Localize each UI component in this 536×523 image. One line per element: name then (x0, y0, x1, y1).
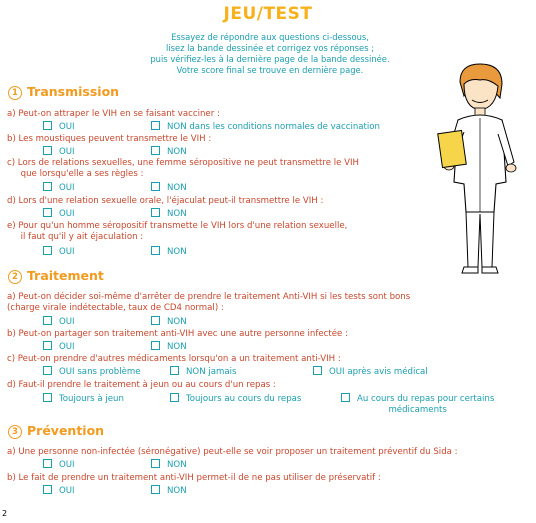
options-transmission-e (0, 246, 536, 258)
section-number-badge: 1 (8, 86, 22, 100)
checkbox-non-jamais[interactable] (170, 366, 237, 378)
option-label: OUI (59, 342, 75, 352)
checkbox-icon[interactable] (43, 246, 52, 255)
checkbox-icon[interactable] (151, 121, 160, 130)
checkbox-icon[interactable] (43, 459, 52, 468)
question-traitement-d: d) Faut-il prendre le traitement à jeun ou au cours d'un repas : (7, 380, 276, 390)
section-title: Prévention (27, 423, 105, 438)
question-line: que lorsqu'elle a ses règles : (7, 169, 144, 179)
intro-line: Votre score final se trouve en dernière page. (176, 65, 364, 75)
checkbox-icon[interactable] (43, 146, 52, 155)
checkbox-non[interactable] (151, 246, 187, 258)
option-label: OUI (59, 209, 75, 219)
intro-line: puis vérifiez-les à la dernière page de la bande dessinée. (150, 54, 390, 64)
checkbox-icon[interactable] (43, 121, 52, 130)
option-label: OUI (59, 486, 75, 496)
checkbox-oui[interactable] (43, 246, 75, 258)
question-traitement-a (7, 292, 410, 314)
question-prevention-a: a) Une personne non-infectée (séronégative) peut-elle se voir proposer un traitement préventif du Sida : (7, 447, 458, 457)
question-line: il faut qu'il y ait éjaculation : (7, 232, 144, 242)
checkbox-repas-certains[interactable] (341, 393, 494, 416)
intro-text (120, 32, 420, 76)
checkbox-icon[interactable] (43, 208, 52, 217)
question-transmission-a: a) Peut-on attraper le VIH en se faisant vacciner : (7, 109, 220, 119)
checkbox-icon[interactable] (170, 366, 179, 375)
options-transmission-d (0, 208, 536, 220)
option-label: OUI (59, 122, 75, 132)
checkbox-oui[interactable] (43, 316, 75, 328)
section-number-badge: 2 (8, 270, 22, 284)
checkbox-oui-sans-probleme[interactable] (43, 366, 141, 378)
option-label: NON (167, 317, 187, 327)
option-label: NON (167, 247, 187, 257)
question-traitement-c: c) Peut-on prendre d'autres médicaments lorsqu'on a un traitement anti-VIH : (7, 354, 341, 364)
option-label: OUI (59, 183, 75, 193)
checkbox-icon[interactable] (43, 182, 52, 191)
question-transmission-d: d) Lors d'une relation sexuelle orale, l'éjaculat peut-il transmettre le VIH : (7, 196, 324, 206)
checkbox-icon[interactable] (313, 366, 322, 375)
question-transmission-e (7, 221, 347, 243)
checkbox-non[interactable] (151, 459, 187, 471)
checkbox-toujours-a-jeun[interactable] (43, 393, 124, 405)
checkbox-toujours-repas[interactable] (170, 393, 301, 405)
options-transmission-a (0, 121, 536, 133)
checkbox-icon[interactable] (43, 393, 52, 402)
checkbox-icon[interactable] (43, 485, 52, 494)
question-traitement-b: b) Peut-on partager son traitement anti-VIH avec une autre personne infectée : (7, 329, 348, 339)
checkbox-non[interactable] (151, 341, 187, 353)
checkbox-icon[interactable] (43, 341, 52, 350)
section-traitement (8, 268, 104, 284)
checkbox-icon[interactable] (151, 316, 160, 325)
checkbox-non[interactable] (151, 182, 187, 194)
option-label: NON jamais (186, 367, 237, 377)
checkbox-icon[interactable] (151, 246, 160, 255)
option-label: OUI (59, 247, 75, 257)
option-label: NON (167, 486, 187, 496)
option-label: OUI (59, 317, 75, 327)
question-transmission-c (7, 158, 359, 180)
option-label: NON (167, 147, 187, 157)
page-title: JEU/TEST (223, 4, 313, 24)
question-prevention-b: b) Le fait de prendre un traitement anti-VIH permet-il de ne pas utiliser de préservatif : (7, 473, 381, 483)
options-traitement-c (0, 366, 536, 378)
option-label: OUI après avis médical (329, 367, 428, 377)
checkbox-oui[interactable] (43, 208, 75, 220)
question-line: e) Pour qu'un homme séropositif transmette le VIH lors d'une relation sexuelle, (7, 221, 348, 231)
option-label: Toujours au cours du repas (186, 394, 302, 404)
option-label: NON (167, 183, 187, 193)
question-line: a) Peut-on décider soi-même d'arrêter de prendre le traitement Anti-VIH si les tests sont bons (7, 292, 411, 302)
question-line: c) Lors de relations sexuelles, une femme séropositive ne peut transmettre le VIH (7, 158, 359, 168)
checkbox-oui-apres-avis[interactable] (313, 366, 428, 378)
options-prevention-b (0, 485, 536, 497)
option-label: NON dans les conditions normales de vaccination (167, 122, 381, 132)
checkbox-icon[interactable] (151, 459, 160, 468)
intro-line: Essayez de répondre aux questions ci-dessous, (171, 32, 369, 42)
checkbox-icon[interactable] (151, 341, 160, 350)
option-label: NON (167, 209, 187, 219)
option-label: OUI (59, 147, 75, 157)
checkbox-icon[interactable] (43, 366, 52, 375)
checkbox-non[interactable] (151, 208, 187, 220)
intro-line: lisez la bande dessinée et corrigez vos réponses ; (165, 43, 375, 53)
checkbox-icon[interactable] (151, 146, 160, 155)
options-traitement-d (0, 393, 536, 417)
checkbox-icon[interactable] (341, 393, 350, 402)
option-label: OUI sans problème (59, 367, 141, 377)
checkbox-oui[interactable] (43, 182, 75, 194)
section-title: Traitement (27, 268, 104, 283)
options-prevention-a (0, 459, 536, 471)
section-prevention (8, 423, 104, 439)
checkbox-icon[interactable] (151, 208, 160, 217)
option-label: NON (167, 342, 187, 352)
checkbox-non[interactable] (151, 485, 187, 497)
checkbox-icon[interactable] (151, 182, 160, 191)
checkbox-non[interactable] (151, 316, 187, 328)
checkbox-oui[interactable] (43, 341, 75, 353)
checkbox-oui[interactable] (43, 121, 75, 133)
checkbox-icon[interactable] (151, 485, 160, 494)
checkbox-icon[interactable] (43, 316, 52, 325)
options-transmission-c (0, 182, 536, 194)
section-number-badge: 3 (8, 425, 22, 439)
checkbox-icon[interactable] (170, 393, 179, 402)
question-transmission-b: b) Les moustiques peuvent transmettre le VIH : (7, 134, 212, 144)
section-title: Transmission (27, 84, 120, 99)
options-traitement-b (0, 341, 536, 353)
option-label: médicaments (388, 405, 447, 415)
page-number: 2 (2, 509, 8, 518)
options-transmission-b (0, 146, 536, 158)
question-line: (charge virale indétectable, taux de CD4 normal) : (7, 303, 224, 313)
checkbox-oui[interactable] (43, 459, 75, 471)
checkbox-oui[interactable] (43, 146, 75, 158)
checkbox-oui[interactable] (43, 485, 75, 497)
checkbox-non-vaccination[interactable] (151, 121, 380, 133)
option-label: Au cours du repas pour certains (357, 394, 495, 404)
section-transmission (8, 84, 119, 100)
options-traitement-a (0, 316, 536, 328)
option-label: NON (167, 460, 187, 470)
option-label: Toujours à jeun (59, 394, 124, 404)
option-label: OUI (59, 460, 75, 470)
checkbox-non[interactable] (151, 146, 187, 158)
